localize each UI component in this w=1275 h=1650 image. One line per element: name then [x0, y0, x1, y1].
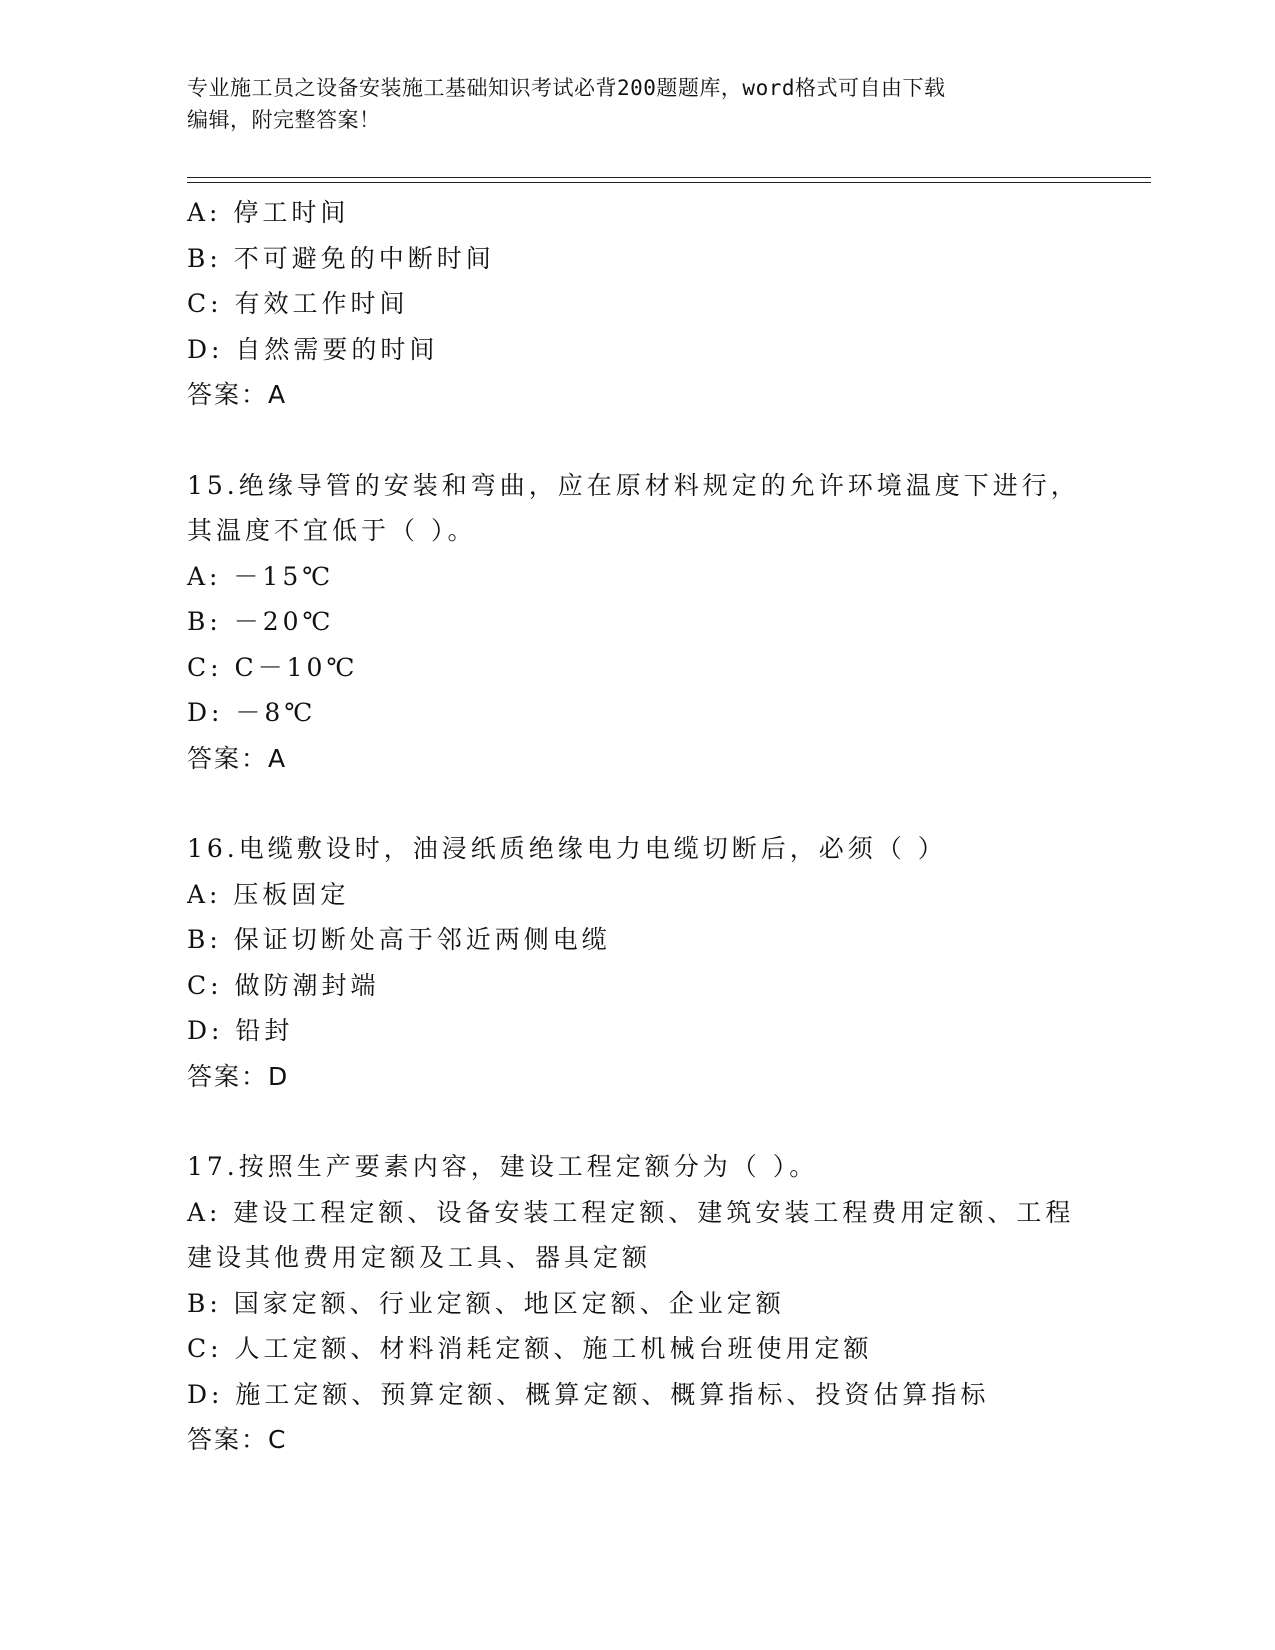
- option-c: C: 做防潮封端: [187, 970, 380, 1000]
- option-a-line-1: A: 建设工程定额、设备安装工程定额、建筑安装工程费用定额、工程: [187, 1197, 1075, 1227]
- question-spacer: [187, 418, 1087, 463]
- option-d: D: 施工定额、预算定额、概算定额、概算指标、投资估算指标: [187, 1379, 990, 1409]
- question-spacer: [187, 781, 1087, 826]
- question-14-continued: [187, 190, 1087, 418]
- option-c: C: 人工定额、材料消耗定额、施工机械台班使用定额: [187, 1334, 873, 1363]
- question-stem-line-1: 17.按照生产要素内容，建设工程定额分为（ ）。: [187, 1152, 819, 1181]
- header-rule-top: [187, 177, 1151, 178]
- question-16: [187, 826, 1087, 1099]
- question-spacer: [187, 1099, 1087, 1144]
- option-a: A: －15℃: [187, 561, 335, 591]
- document-header: [187, 72, 1087, 136]
- question-content: [187, 190, 1087, 1463]
- header-title-line-1: 专业施工员之设备安装施工基础知识考试必背200题题库，word格式可自由下载: [187, 76, 946, 100]
- option-d: D: 自然需要的时间: [187, 334, 439, 364]
- option-b: B: －20℃: [187, 607, 335, 636]
- option-b: B: 不可避免的中断时间: [187, 243, 495, 273]
- option-b: B: 保证切断处高于邻近两侧电缆: [187, 925, 611, 954]
- answer-line: 答案：C: [187, 1425, 288, 1454]
- question-stem-line-1: 15.绝缘导管的安装和弯曲，应在原材料规定的允许环境温度下进行，: [187, 470, 1080, 500]
- header-rule-bottom: [187, 182, 1151, 183]
- option-d: D: 铅封: [187, 1016, 294, 1045]
- option-c: C: 有效工作时间: [187, 289, 409, 318]
- answer-line: 答案：A: [187, 743, 288, 773]
- option-a: A: 停工时间: [187, 198, 350, 227]
- question-stem-line-1: 16.电缆敷设时，油浸纸质绝缘电力电缆切断后，必须（ ）: [187, 834, 947, 863]
- option-c: C: C－10℃: [187, 652, 359, 682]
- question-17: [187, 1144, 1087, 1463]
- header-title-line-2: 编辑，附完整答案！: [187, 108, 381, 132]
- option-d: D: －8℃: [187, 698, 317, 727]
- question-15: [187, 463, 1087, 782]
- option-b: B: 国家定额、行业定额、地区定额、企业定额: [187, 1288, 785, 1318]
- answer-line: 答案：A: [187, 380, 288, 409]
- option-a-line-2: 建设其他费用定额及工具、器具定额: [187, 1243, 652, 1272]
- option-a: A: 压板固定: [187, 879, 350, 909]
- question-stem-line-2: 其温度不宜低于（ ）。: [187, 516, 477, 545]
- answer-line: 答案：D: [187, 1061, 290, 1091]
